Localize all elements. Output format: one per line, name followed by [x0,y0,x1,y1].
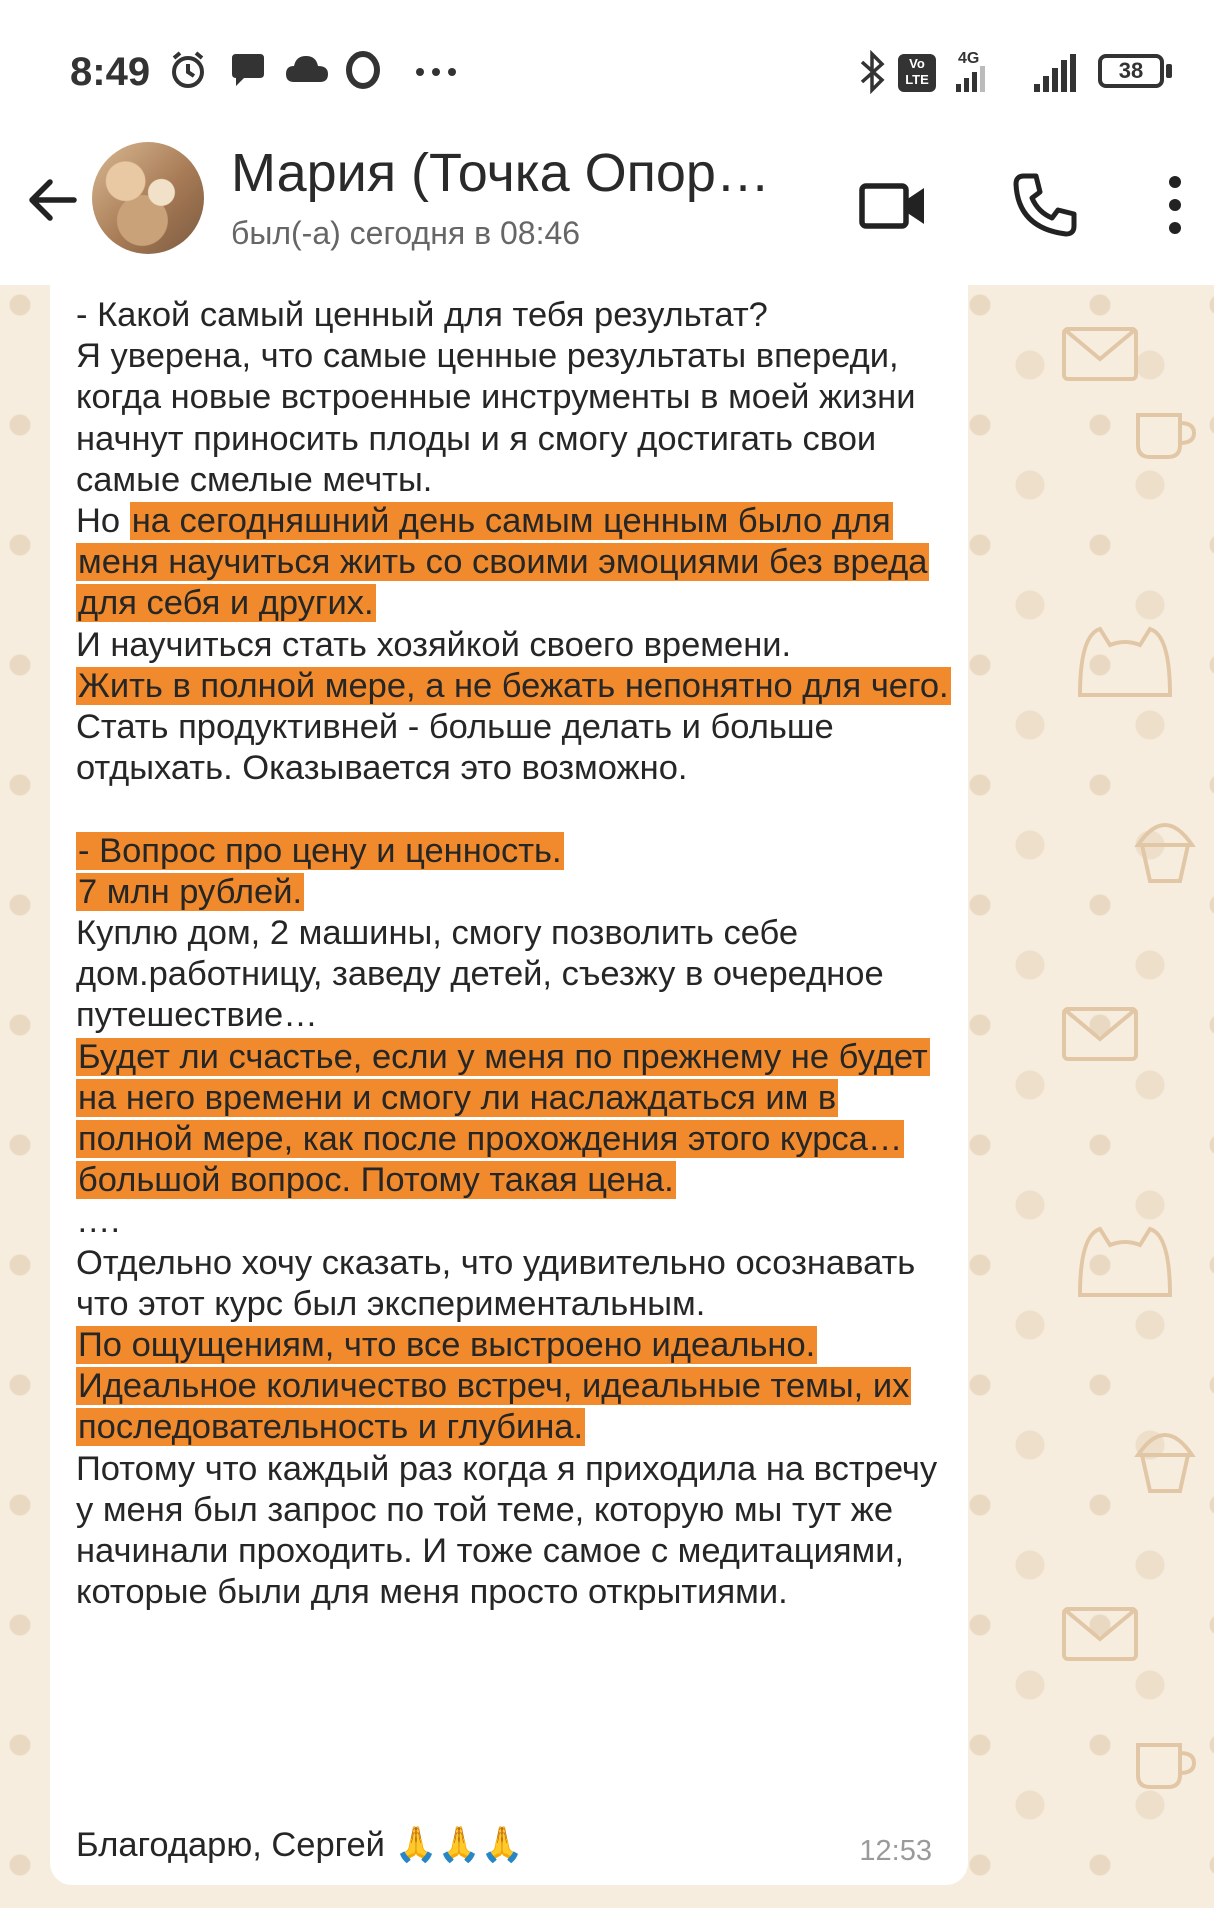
cup-doodle-icon [1130,395,1200,465]
cloud-icon [284,50,330,90]
volte-badge: Vo LTE [898,54,936,92]
battery [1098,54,1164,88]
message-timestamp: 12:53 [859,1835,932,1867]
message-text [76,295,956,1613]
avatar[interactable] [92,142,204,254]
highlighted-text: на сегодняшний день самым ценным было для меня научиться жить со своими эмоциями без вреда для себя и других. [78,502,928,623]
envelope-doodle-icon [1060,1605,1140,1665]
video-call-icon[interactable] [858,170,928,240]
message-text-run: Я уверена, что самые ценные результаты впереди, когда новые встроенные инструменты в моей жизни начнут приносить плоды и я смогу достигать свои самые смелые мечты. [76,337,916,499]
paragraph-gap [76,789,956,830]
message-signoff: Благодарю, Сергей 🙏🙏🙏 [76,1826,524,1864]
opera-icon [345,50,381,90]
message-text-run: Стать продуктивней - больше делать и больше отдыхать. Оказывается это возможно. [76,708,834,788]
battery-tip [1166,64,1172,78]
message-text-run: - Какой самый ценный для тебя результат? [76,296,768,334]
chat-bubble-icon [228,50,268,90]
message-text-run: Отдельно хочу сказать, что удивительно осознавать что этот курс был экспериментальным. [76,1243,916,1323]
highlighted-text: По ощущениям, что все выстроено идеально. Идеальное количество встреч, идеальные темы, их последовательность и глубина. [78,1326,910,1447]
envelope-doodle-icon [1060,325,1140,385]
message-text-run: И научиться стать хозяйкой своего времени. [76,625,792,664]
cupcake-doodle-icon [1130,805,1200,885]
message-paragraph [76,295,956,789]
cat-doodle-icon [1070,1215,1180,1305]
more-options-icon[interactable] [1160,170,1190,240]
cup-doodle-icon [1130,1725,1200,1795]
message-text-run: …. [76,1202,121,1241]
contact-name[interactable]: Мария (Точка Опор… [231,143,770,203]
phone-call-icon[interactable] [1010,170,1080,240]
back-arrow-icon[interactable] [22,170,82,230]
cupcake-doodle-icon [1130,1415,1200,1495]
message-text-run: Куплю дом, 2 машины, смогу позволить себе дом.работницу, заведу детей, съезжу в очередное путешествие… [76,914,884,1035]
highlighted-text: Будет ли счастье, если у меня по прежнему не будет на него времени и смогу ли наслаждаться им в полной мере, как после прохождения этого курса…большой вопрос. Потому такая цена. [78,1037,928,1200]
status-time: 8:49 [70,50,151,94]
message-paragraph [76,831,956,1614]
cat-doodle-icon [1070,615,1180,705]
envelope-doodle-icon [1060,1005,1140,1065]
bluetooth-icon [858,50,888,94]
chat-background [0,285,1214,1908]
highlighted-text: Жить в полной мере, а не бежать непонятно для чего. [78,666,949,705]
chat-header [0,130,1214,285]
signal-icon [952,50,1018,94]
status-bar [0,0,1214,130]
more-dots-icon [412,50,462,90]
network-type: 4G [958,50,980,67]
highlighted-text: 7 млн рублей. [78,872,303,911]
signal-icon-2 [1032,50,1082,94]
message-bubble[interactable] [50,285,968,1885]
last-seen-status: был(-а) сегодня в 08:46 [231,215,581,251]
alarm-icon [168,50,208,90]
message-text-run: Но [76,502,130,541]
highlighted-text: - Вопрос про цену и ценность. [78,831,562,870]
message-text-run: Потому что каждый раз когда я приходила на встречу у меня был запрос по той теме, которую мы тут же начинали проходить. И тоже самое с медитациями, которые были для меня просто открытиями. [76,1449,938,1612]
battery-level: 38 [1118,58,1144,83]
